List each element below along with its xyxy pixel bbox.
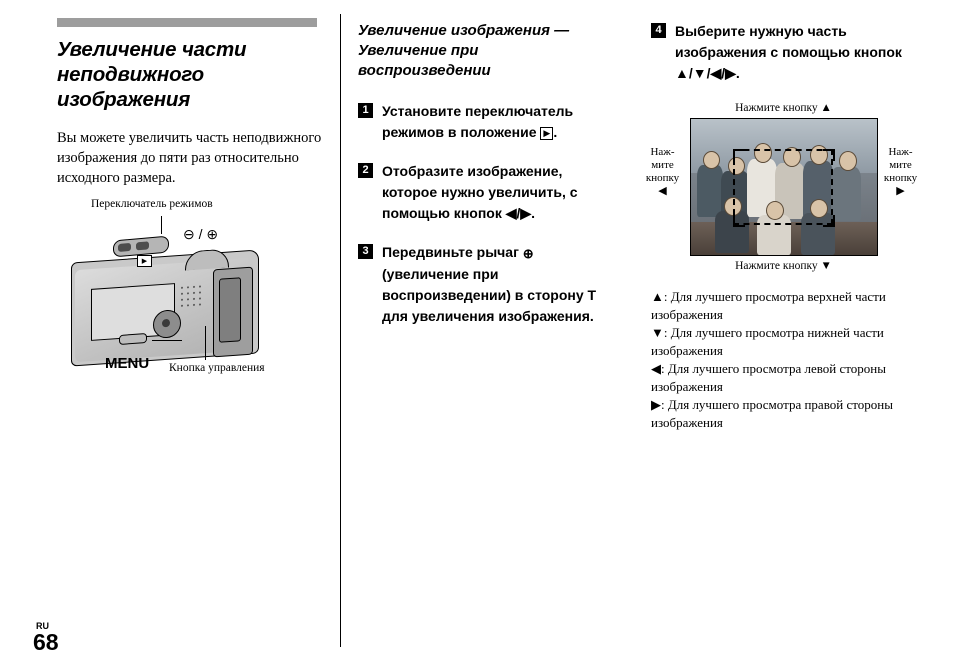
step-2-number: 2 — [358, 163, 373, 178]
note-up: ▲: Для лучшего просмотра верхней части изображения — [651, 289, 886, 322]
direction-notes — [651, 288, 916, 432]
step-2-text: Отобразите изображение, которое нужно увеличить, с помощью кнопок — [382, 163, 578, 221]
crop-corner-top-right — [823, 149, 835, 161]
crop-selection-frame[interactable] — [733, 149, 833, 225]
camera-body-drawing — [65, 226, 275, 363]
person-6-head — [839, 151, 857, 171]
left-column — [57, 18, 323, 188]
person-1-torso — [697, 165, 723, 217]
middle-column — [358, 21, 613, 345]
crop-corner-bottom-right — [823, 215, 835, 227]
left-right-arrows-icon: ◀/▶ — [505, 205, 532, 221]
person-1-head — [703, 151, 720, 169]
step-4-number: 4 — [651, 23, 666, 38]
menu-button[interactable] — [119, 333, 147, 345]
step-2 — [358, 161, 613, 224]
note-down: ▼: Для лучшего просмотра нижней части изображения — [651, 325, 884, 358]
page-title: Увеличение части неподвижного изображения — [57, 38, 247, 111]
note-right: ▶: Для лучшего просмотра правой стороны изображения — [651, 397, 893, 430]
caption-press-right: Наж-мите кнопку ▶ — [883, 146, 918, 197]
camera-side-panel-inner — [219, 277, 241, 343]
caption-press-up: Нажмите кнопку ▲ — [735, 102, 832, 114]
step-1-text-after: . — [553, 124, 558, 140]
step-1 — [358, 101, 613, 143]
zoom-lever-label: ⊖ / ⊕ — [183, 226, 219, 242]
step-1-number: 1 — [358, 103, 373, 118]
control-button-caption: Кнопка управления — [169, 362, 265, 374]
playback-mode-icon: ▶ — [137, 255, 152, 267]
person-6-torso — [831, 167, 861, 221]
step-4 — [651, 21, 916, 84]
playback-icon: ▶ — [540, 127, 553, 140]
right-column — [645, 21, 918, 432]
step-1-text: Установите переключатель режимов в положение — [382, 103, 574, 140]
step-3-number: 3 — [358, 244, 373, 259]
caption-press-down: Нажмите кнопку ▼ — [735, 260, 832, 272]
page-footer — [33, 621, 113, 653]
step-2-text-after: . — [531, 205, 536, 221]
speaker-dots — [181, 285, 205, 313]
section-subtitle: Увеличение изображения — Увеличение при воспроизведении — [358, 22, 570, 79]
mode-switch-caption: Переключатель режимов — [91, 198, 213, 210]
language-tag: RU — [36, 621, 49, 631]
leader-line-menu — [152, 340, 182, 341]
leader-line-control-button — [205, 326, 206, 360]
crop-corner-top-left — [733, 149, 745, 161]
step-3 — [358, 242, 613, 327]
photo-figure — [645, 102, 918, 272]
mode-switch-knob-left — [118, 243, 131, 252]
leader-line-mode-switch — [161, 216, 162, 234]
sample-photo — [690, 118, 878, 256]
note-left: ◀: Для лучшего просмотра левой стороны изображения — [651, 361, 886, 394]
zoom-in-icon: ⊕ — [522, 246, 534, 261]
caption-press-left: Наж-мите кнопку ◀ — [645, 146, 680, 197]
step-3-text-after: (увеличение при воспроизведении) в сторону T для увеличения изображения. — [382, 266, 597, 324]
page-number: 68 — [33, 629, 59, 655]
mode-switch-knob-right — [136, 241, 149, 250]
step-3-text: Передвиньте рычаг — [382, 244, 519, 260]
intro-paragraph: Вы можете увеличить часть неподвижного изображения до пяти раз относительно исходного размера. — [57, 130, 322, 186]
camera-illustration — [57, 198, 347, 398]
step-4-text: Выберите нужную часть изображения с помощью кнопок ▲/▼/◀/▶. — [675, 23, 902, 81]
menu-button-label: MENU — [105, 355, 150, 372]
crop-corner-bottom-left — [733, 215, 745, 227]
title-accent-bar — [57, 18, 317, 27]
